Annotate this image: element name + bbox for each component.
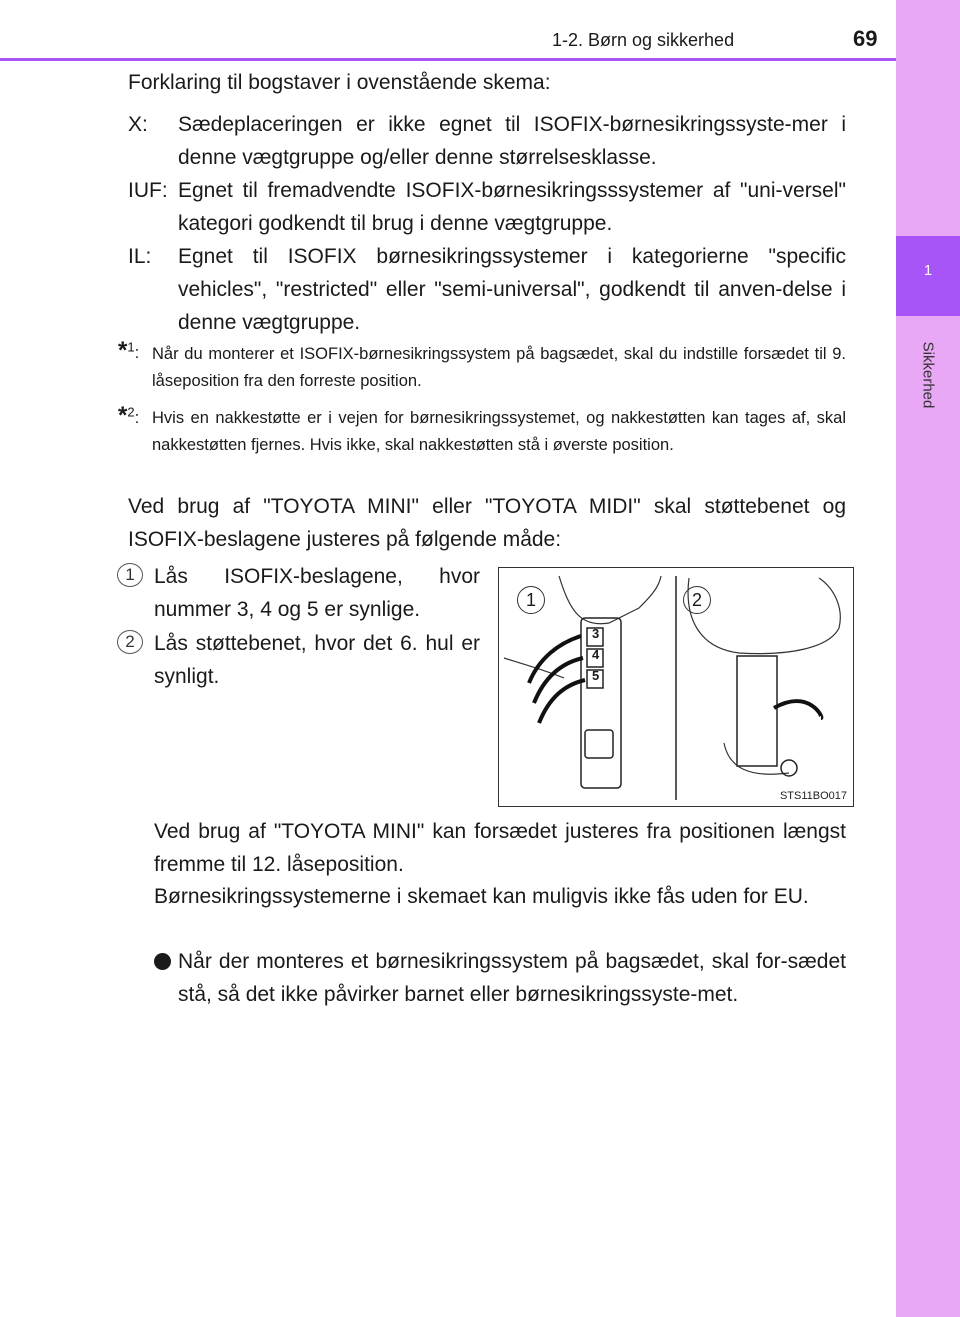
step-1-text: Lås ISOFIX-beslagene, hvor nummer 3, 4 og 5 er synlige. — [154, 565, 480, 621]
figure-code: STS11BO017 — [779, 790, 847, 802]
footnote-1-text: Når du monterer et ISOFIX-børnesikringssystem på bagsædet, skal du indstille forsædet til 9. låseposition fra den forreste position. — [152, 345, 846, 390]
legend-text-x: Sædeplaceringen er ikke egnet til ISOFIX-børnesikringssyste-mer i denne vægtgruppe og/eller denne størrelsesklasse. — [178, 113, 846, 169]
chapter-number: 1 — [923, 262, 933, 279]
instructions-intro: Ved brug af "TOYOTA MINI" eller "TOYOTA MIDI" skal støttebenet og ISOFIX-beslagene justeres på følgende måde: — [128, 495, 846, 551]
section-title: 1-2. Børn og sikkerhed — [552, 30, 735, 50]
legend-text-iuf: Egnet til fremadvendte ISOFIX-børnesikringsssystemer af "uni-versel" kategori godkendt til brug i denne vægtgruppe. — [178, 179, 846, 235]
callout-2: 2 — [683, 586, 711, 614]
legend-key-iuf: IUF: — [128, 179, 168, 202]
footnote-1-marker: *$^1$: — [118, 337, 140, 364]
legend-intro: Forklaring til bogstaver i ovenstående skema: — [128, 71, 551, 94]
chapter-sidebar — [896, 0, 960, 1317]
isofix-illustration — [498, 567, 854, 807]
illustration-drawing — [499, 568, 853, 806]
legend-text-il: Egnet til ISOFIX børnesikringssystemer i kategorierne "specific vehicles", "restricted" eller "semi-universal", godkendt til anven-delse i denne vægtgruppe. — [178, 245, 846, 334]
bullet-dot — [154, 953, 171, 970]
legend-key-x: X: — [128, 113, 148, 136]
chapter-title: Sikkerhed — [919, 341, 937, 409]
legend-key-il: IL: — [128, 245, 152, 268]
footnote-2-text: Hvis en nakkestøtte er i vejen for børnesikringssystemet, og nakkestøtten kan tages af, skal nakkestøtten fjernes. Hvis ikke, skal nakkestøtten stå i øverste position. — [152, 409, 846, 454]
step-1-badge: 1 — [117, 563, 143, 587]
header-rule — [0, 58, 896, 61]
footnote-2-marker: *$^2$: — [118, 402, 140, 429]
note-bullet: Når der monteres et børnesikringssystem på bagsædet, skal for-sædet stå, så det ikke påvirker barnet eller børnesikringssyste-met. — [178, 950, 846, 1006]
bracket-number-3: 3 — [592, 626, 600, 641]
step-2-text: Lås støttebenet, hvor det 6. hul er synligt. — [154, 632, 480, 688]
page-number: 69 — [853, 26, 878, 51]
step-2-badge: 2 — [117, 630, 143, 654]
note-availability: Børnesikringssystemerne i skemaet kan muligvis ikke fås uden for EU. — [154, 885, 809, 908]
note-mini: Ved brug af "TOYOTA MINI" kan forsædet justeres fra positionen længst fremme til 12. låseposition. — [154, 820, 846, 876]
bracket-number-4: 4 — [592, 647, 600, 662]
callout-1: 1 — [517, 586, 545, 614]
bracket-number-5: 5 — [592, 668, 600, 683]
